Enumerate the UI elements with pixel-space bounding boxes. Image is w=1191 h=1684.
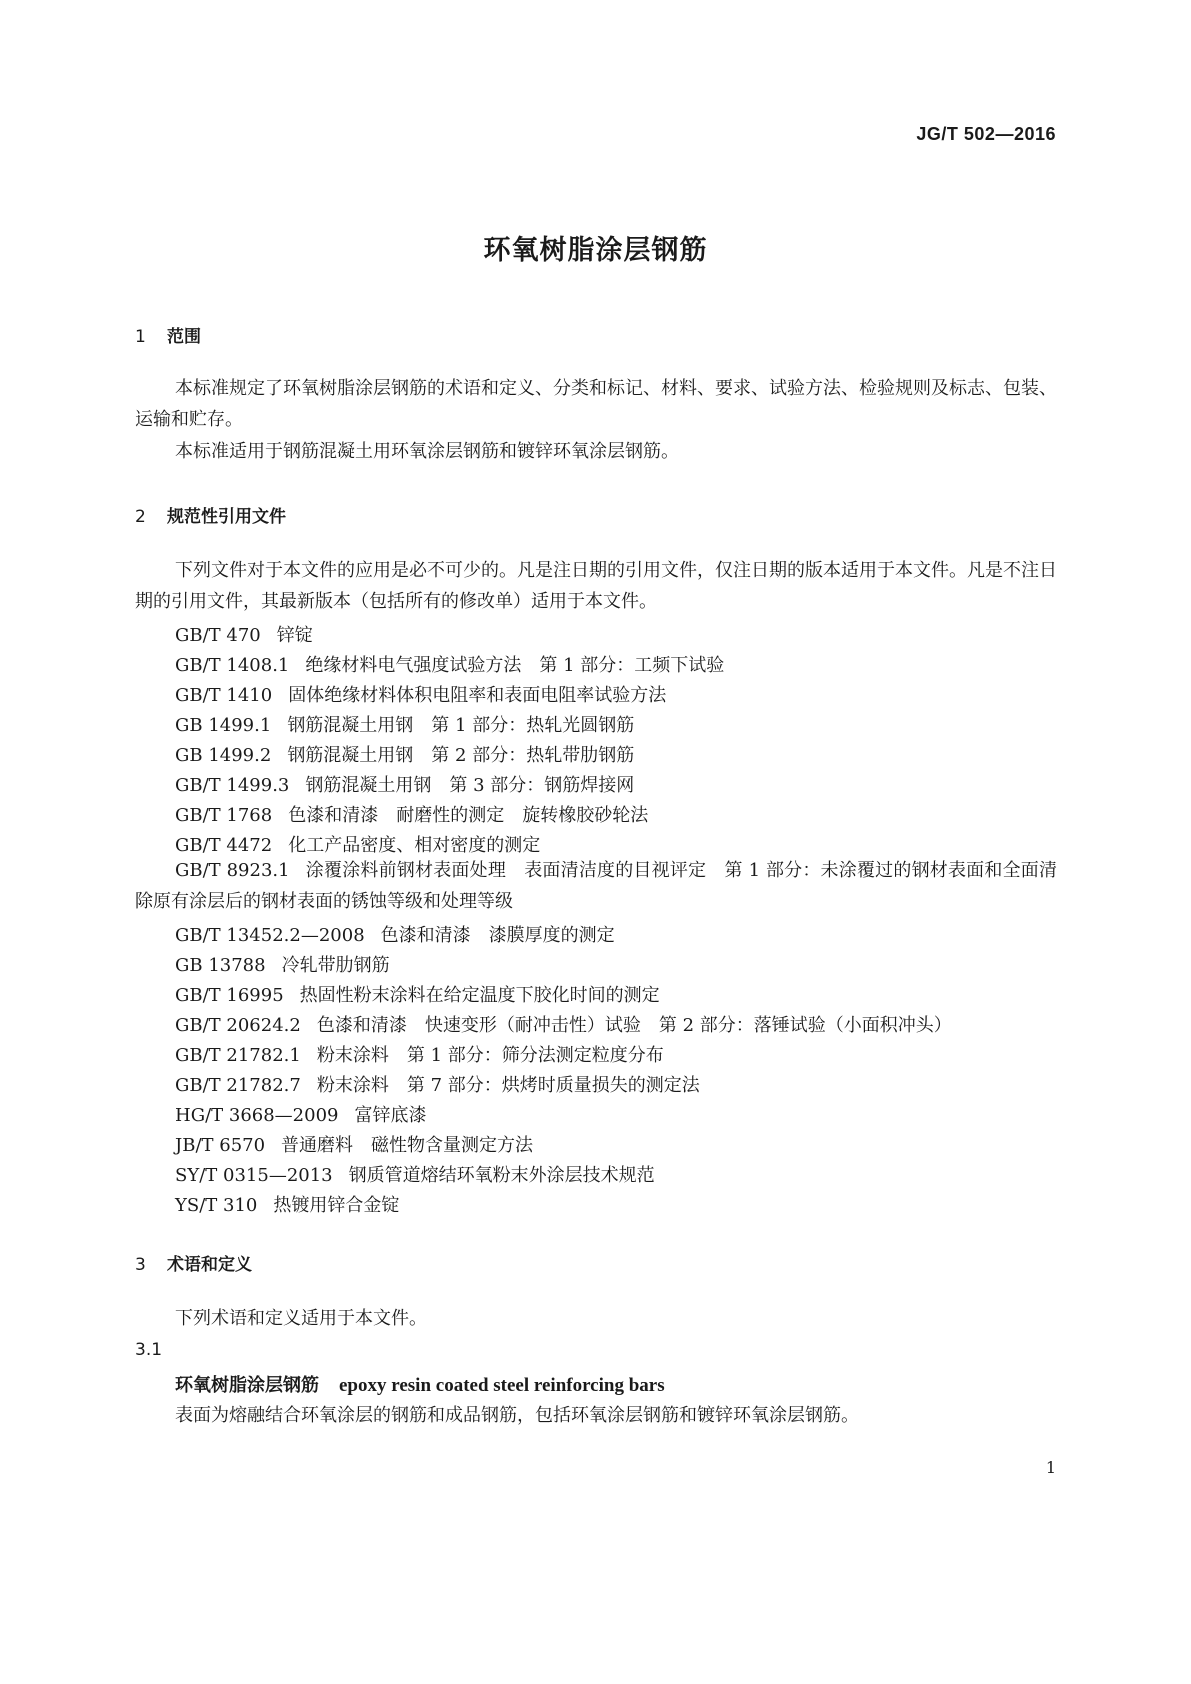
document-title: 环氧树脂涂层钢筋 [483,235,708,266]
reference-code: GB 1499.2 [175,745,272,766]
reference-title: 色漆和清漆 快速变形（耐冲击性）试验 第 2 部分：落锤试验（小面积冲头） [316,1015,952,1036]
section-number: 1 [135,327,146,347]
reference-code: GB/T 21782.1 [175,1045,301,1066]
reference-code: GB/T 8923.1 [175,860,290,881]
reference-code: GB 13788 [175,955,266,976]
reference-item [175,951,390,977]
reference-title: 钢筋混凝土用钢 第 1 部分：热轧光圆钢筋 [287,715,635,736]
reference-title: 粉末涂料 第 1 部分：筛分法测定粒度分布 [316,1045,664,1066]
section-2-heading [135,502,286,527]
reference-item [175,711,634,737]
section-number: 2 [135,507,146,527]
reference-item [175,831,540,857]
reference-item [175,651,724,677]
reference-title: 色漆和清漆 漆膜厚度的测定 [380,925,615,946]
scope-paragraph-2: 本标准适用于钢筋混凝土用环氧涂层钢筋和镀锌环氧涂层钢筋。 [175,441,679,462]
reference-code: HG/T 3668—2009 [175,1105,339,1126]
reference-title: 热镀用锌合金锭 [273,1195,400,1216]
term-entry [175,1371,665,1397]
reference-title: 钢筋混凝土用钢 第 2 部分：热轧带肋钢筋 [287,745,635,766]
reference-code: JB/T 6570 [175,1135,266,1156]
page-number: 1 [1045,1458,1056,1477]
reference-code: GB/T 470 [175,625,261,646]
term-english: epoxy resin coated steel reinforcing bars [339,1375,665,1396]
reference-code: GB/T 16995 [175,985,284,1006]
reference-code: GB/T 4472 [175,835,273,856]
reference-title: 固体绝缘材料体积电阻率和表面电阻率试验方法 [288,685,667,706]
term-chinese: 环氧树脂涂层钢筋 [175,1375,319,1396]
reference-item [175,621,313,647]
reference-code: GB/T 21782.7 [175,1075,301,1096]
scope-paragraph-1: 本标准规定了环氧树脂涂层钢筋的术语和定义、分类和标记、材料、要求、试验方法、检验规则及标志、包装、运输和贮存。 [135,378,1057,430]
reference-code: GB 1499.1 [175,715,272,736]
reference-title: 冷轧带肋钢筋 [281,955,390,976]
reference-code: GB/T 20624.2 [175,1015,301,1036]
reference-title: 粉末涂料 第 7 部分：烘烤时质量损失的测定法 [316,1075,700,1096]
reference-code: GB/T 1408.1 [175,655,290,676]
section-title: 规范性引用文件 [167,507,286,527]
reference-item [175,1191,399,1217]
reference-title: 普通磨料 磁性物含量测定方法 [281,1135,534,1156]
section-title: 范围 [167,327,201,347]
reference-item [175,1101,427,1127]
reference-title: 化工产品密度、相对密度的测定 [288,835,541,856]
reference-item [175,801,648,827]
reference-item [175,1041,664,1067]
reference-item [175,1161,655,1187]
reference-code: GB/T 13452.2—2008 [175,925,365,946]
reference-item [175,681,666,707]
reference-item [175,921,615,947]
section-3-heading [135,1250,252,1275]
reference-title: 涂覆涂料前钢材表面处理 表面清洁度的目视评定 第 1 部分：未涂覆过的钢材表面和全面清除原有涂层后的钢材表面的锈蚀等级和处理等级 [135,860,1057,912]
reference-title: 色漆和清漆 耐磨性的测定 旋转橡胶砂轮法 [288,805,649,826]
terms-intro: 下列术语和定义适用于本文件。 [175,1308,427,1329]
references-intro: 下列文件对于本文件的应用是必不可少的。凡是注日期的引用文件，仅注日期的版本适用于本文件。凡是不注日期的引用文件，其最新版本（包括所有的修改单）适用于本文件。 [135,560,1057,612]
reference-code: SY/T 0315—2013 [175,1165,333,1186]
reference-code: GB/T 1499.3 [175,775,290,796]
reference-title: 绝缘材料电气强度试验方法 第 1 部分：工频下试验 [305,655,725,676]
reference-item [175,1011,952,1037]
reference-item [175,981,660,1007]
section-number: 3 [135,1255,146,1275]
section-1-heading [135,322,201,347]
section-title: 术语和定义 [167,1255,252,1275]
reference-code: GB/T 1410 [175,685,273,706]
reference-title: 热固性粉末涂料在给定温度下胶化时间的测定 [299,985,660,1006]
reference-title: 富锌底漆 [354,1105,427,1126]
reference-code: GB/T 1768 [175,805,273,826]
reference-title: 钢质管道熔结环氧粉末外涂层技术规范 [348,1165,655,1186]
reference-code: YS/T 310 [175,1195,258,1216]
standard-code: JG/T 502—2016 [916,124,1056,144]
reference-item [175,1131,533,1157]
clause-number: 3.1 [135,1340,163,1360]
reference-title: 钢筋混凝土用钢 第 3 部分：钢筋焊接网 [305,775,635,796]
term-definition: 表面为熔融结合环氧涂层的钢筋和成品钢筋，包括环氧涂层钢筋和镀锌环氧涂层钢筋。 [175,1405,859,1426]
reference-item [175,741,634,767]
reference-item [175,1071,700,1097]
reference-item [135,855,1057,917]
reference-title: 锌锭 [276,625,313,646]
reference-item [175,771,634,797]
